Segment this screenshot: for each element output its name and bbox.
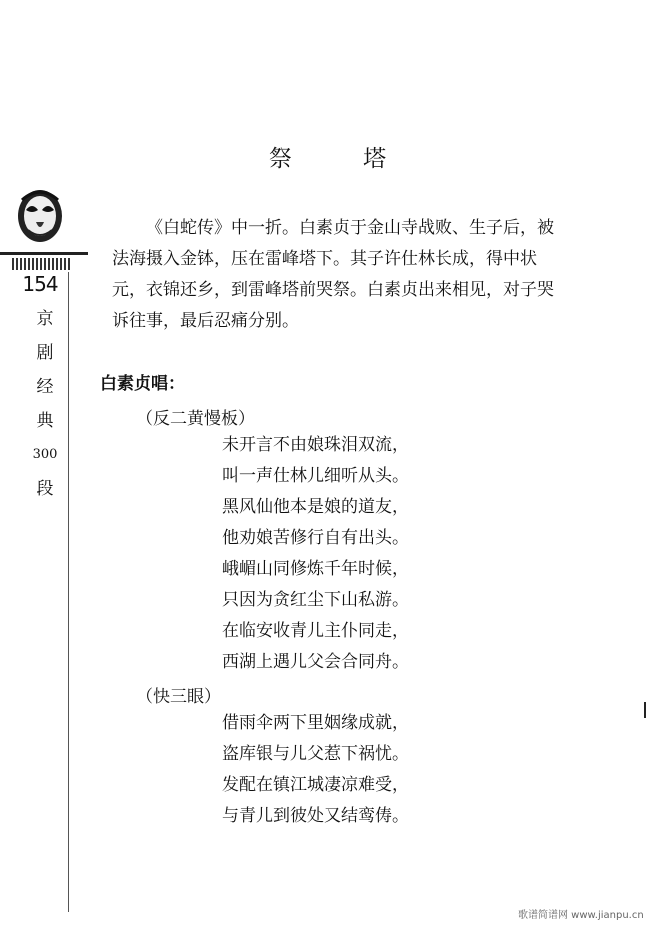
lyric-line: 峨嵋山同修炼千年时候， <box>222 559 409 579</box>
opera-mask-icon <box>14 186 66 246</box>
lyric-line: 在临安收青儿主仆同走， <box>222 621 409 641</box>
lyrics-block <box>222 708 409 832</box>
book-title-char: 300 <box>32 447 58 462</box>
lyric-line: 与青儿到彼处又结鸾俦。 <box>222 806 409 826</box>
lyric-line: 借雨伞两下里姻缘成就， <box>222 713 409 733</box>
lyric-line: 只因为贪红尘下山私游。 <box>222 590 409 610</box>
book-title-char: 段 <box>36 479 54 499</box>
margin-vertical-line <box>68 272 69 912</box>
lyric-line: 未开言不由娘珠泪双流， <box>222 435 409 455</box>
singing-mode: （快三眼） <box>136 687 221 707</box>
margin-rule <box>0 252 88 255</box>
lyric-line: 他劝娘苦修行自有出头。 <box>222 528 409 548</box>
book-title-char: 剧 <box>36 343 54 363</box>
intro-paragraph <box>112 213 558 337</box>
page-title: 祭 塔 <box>268 146 419 172</box>
singing-mode: （反二黄慢板） <box>136 409 255 429</box>
watermark: 歌谱简谱网 www.jianpu.cn <box>518 910 644 921</box>
lyric-line: 叫一声仕林儿细听从头。 <box>222 466 409 486</box>
lyric-line: 黑风仙他本是娘的道友， <box>222 497 409 517</box>
book-title-char: 典 <box>36 411 54 431</box>
book-title <box>30 302 60 506</box>
lyrics-block <box>222 430 409 678</box>
lyric-line: 西湖上遇儿父会合同舟。 <box>222 652 409 672</box>
lyric-line: 发配在镇江城凄凉难受， <box>222 775 409 795</box>
speaker-label: 白素贞唱： <box>100 374 185 394</box>
margin-hatch <box>12 258 72 270</box>
margin-tick <box>644 702 646 718</box>
book-title-char: 经 <box>36 377 54 397</box>
book-title-char: 京 <box>36 309 54 329</box>
intro-text: 《白蛇传》中一折。白素贞于金山寺战败、生子后，被法海摄入金钵，压在雷峰塔下。其子许仕林长成，得中状元，衣锦还乡，到雷峰塔前哭祭。白素贞出来相见，对子哭诉往事，最后忍痛分别。 <box>112 218 554 331</box>
lyric-line: 盗库银与儿父惹下祸忧。 <box>222 744 409 764</box>
page-number: 154 <box>22 272 58 296</box>
